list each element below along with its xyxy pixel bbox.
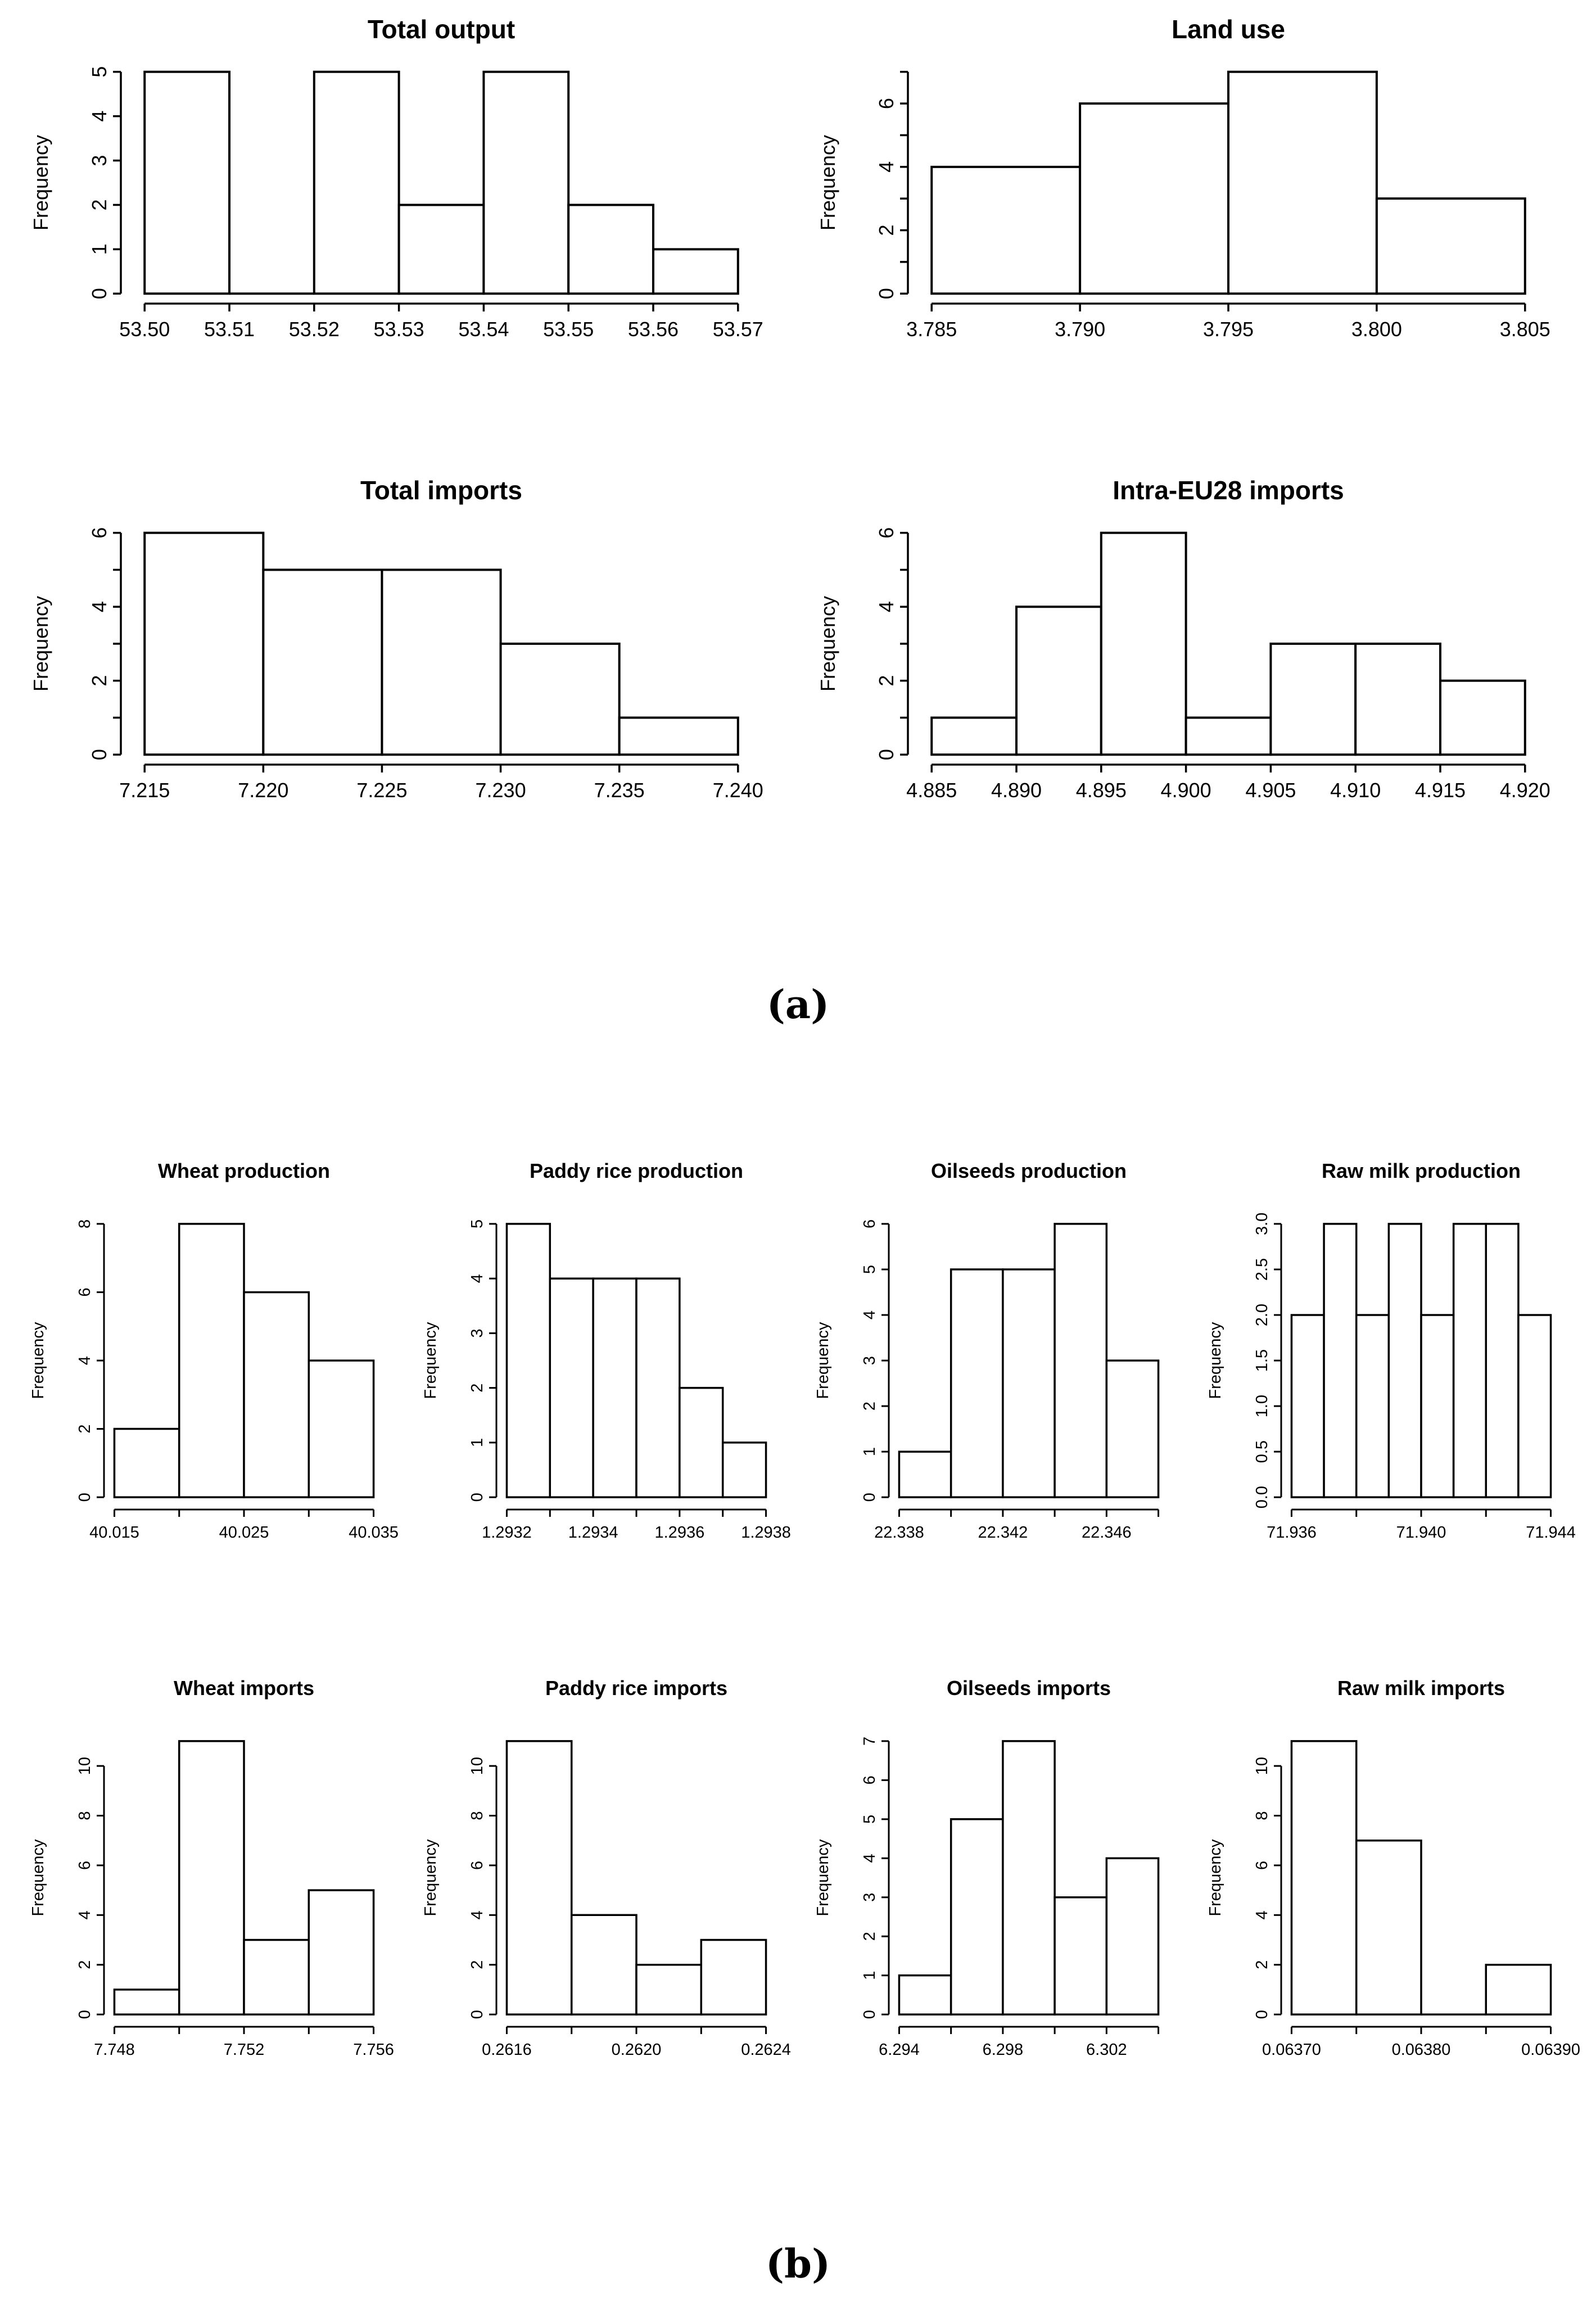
x-axis [906,765,1550,802]
x-tick-label: 22.338 [874,1524,924,1542]
y-tick-label: 6 [76,1860,94,1870]
x-tick-label: 71.944 [1526,1524,1576,1542]
x-axis [482,1510,791,1542]
x-tick-label: 3.795 [1202,318,1254,341]
hist-bar [1357,1841,1421,2014]
y-tick-label: 0 [88,288,111,300]
x-tick-label: 53.54 [458,318,509,341]
hist-bar [1016,607,1101,754]
y-tick-label: 10 [468,1756,486,1775]
hist-bar [899,1452,951,1497]
hist-bar [309,1361,373,1497]
y-tick-label: 0 [468,1493,486,1502]
y-tick-label: 10 [1253,1756,1271,1775]
x-axis [1267,1510,1576,1542]
y-tick-label: 4 [861,1854,879,1863]
x-tick-label: 6.298 [982,2041,1024,2059]
y-axis-label: Frequency [814,1839,832,1917]
x-tick-label: 3.785 [906,318,957,341]
x-tick-label: 53.56 [627,318,679,341]
hist-bar [568,205,653,293]
y-tick-label: 3 [861,1892,879,1902]
x-tick-label: 53.55 [543,318,594,341]
hist-bar [501,644,620,754]
histogram-total-output [20,8,790,379]
hist-bar [1389,1224,1421,1497]
hist-bar [114,1429,179,1498]
x-tick-label: 53.51 [204,318,255,341]
y-tick-label: 6 [88,527,111,539]
y-tick-label: 7 [861,1736,879,1746]
y-axis [88,66,121,300]
hist-bar [114,1990,179,2014]
x-tick-label: 1.2936 [654,1524,705,1542]
x-tick-label: 1.2934 [568,1524,618,1542]
histogram-svg-wheat-production [20,1116,408,1599]
y-axis-label: Frequency [29,595,52,692]
y-tick-label: 6 [1253,1860,1271,1870]
y-tick-label: 2.5 [1253,1258,1271,1281]
x-tick-label: 3.790 [1055,318,1106,341]
y-tick-label: 3 [468,1329,486,1338]
bars [507,1741,766,2014]
chart-title: Raw milk imports [1337,1677,1505,1700]
hist-bar [179,1224,244,1497]
hist-bar [680,1388,723,1497]
y-tick-label: 4 [468,1910,486,1920]
y-tick-label: 2 [76,1424,94,1434]
x-axis [906,304,1550,341]
x-tick-label: 53.57 [712,318,763,341]
y-tick-label: 6 [861,1775,879,1785]
hist-bar [1186,717,1271,754]
y-axis-label: Frequency [29,1322,47,1399]
y-axis-label: Frequency [422,1322,440,1399]
bars [114,1224,373,1497]
histogram-svg-oilseeds-imports [804,1633,1192,2117]
y-tick-label: 2 [861,1401,879,1411]
y-tick-label: 2 [861,1932,879,1941]
hist-bar [1106,1858,1158,2014]
x-axis [119,765,763,802]
hist-bar [636,1278,680,1497]
hist-bar [244,1940,309,2015]
y-tick-label: 5 [861,1814,879,1824]
x-tick-label: 7.756 [353,2041,394,2059]
bars [932,72,1525,293]
hist-bar [1355,644,1440,754]
hist-bar [1486,1224,1518,1497]
x-tick-label: 7.752 [223,2041,265,2059]
y-tick-label: 3 [88,155,111,166]
hist-bar [1101,533,1186,754]
y-tick-label: 0 [76,2010,94,2019]
x-tick-label: 4.885 [906,779,957,802]
hist-bar [399,205,484,293]
y-tick-label: 8 [468,1811,486,1820]
x-tick-label: 4.920 [1499,779,1550,802]
hist-bar [620,717,738,754]
bars [899,1741,1158,2014]
histogram-svg-paddy-rice-imports [412,1633,800,2117]
x-tick-label: 7.215 [119,779,170,802]
chart-title: Raw milk production [1321,1159,1521,1182]
histogram-svg-wheat-imports [20,1633,408,2117]
y-axis-label: Frequency [816,134,839,231]
chart-title: Total imports [360,476,522,505]
y-tick-label: 10 [76,1756,94,1775]
y-tick-label: 2 [88,199,111,211]
histogram-svg-raw-milk-imports [1197,1633,1585,2117]
y-tick-label: 6 [76,1287,94,1297]
x-axis [119,304,763,341]
y-tick-label: 2 [468,1960,486,1969]
bars [144,533,738,754]
y-tick-label: 6 [468,1860,486,1870]
y-tick-label: 2 [88,675,111,686]
histogram-svg-oilseeds-production [804,1116,1192,1599]
hist-bar [701,1940,766,2015]
x-tick-label: 71.936 [1267,1524,1317,1542]
y-tick-label: 4 [1253,1910,1271,1920]
y-tick-label: 4 [468,1274,486,1284]
hist-bar [1228,72,1377,293]
y-tick-label: 6 [875,527,898,539]
hist-bar [1003,1741,1055,2014]
x-tick-label: 4.905 [1245,779,1296,802]
x-tick-label: 0.06370 [1262,2041,1321,2059]
hist-bar [636,1965,701,2014]
hist-bar [309,1890,373,2014]
x-tick-label: 4.900 [1160,779,1211,802]
y-tick-label: 0 [1253,2010,1271,2019]
hist-bar [144,533,263,754]
y-tick-label: 2 [875,224,898,236]
y-axis [861,1219,889,1502]
x-tick-label: 7.240 [712,779,763,802]
y-tick-label: 2 [468,1383,486,1393]
x-tick-label: 7.230 [475,779,526,802]
chart-title: Paddy rice production [529,1159,744,1182]
x-axis [94,2027,394,2059]
y-axis-label: Frequency [29,134,52,231]
hist-bar [144,72,229,293]
y-axis [76,1219,104,1502]
y-axis [76,1757,104,2019]
hist-bar [1003,1269,1055,1497]
x-tick-label: 6.302 [1086,2041,1127,2059]
histogram-svg-paddy-rice-production [412,1116,800,1599]
hist-bar [1055,1224,1106,1497]
histogram-svg-raw-milk-production [1197,1116,1585,1599]
y-tick-label: 0.5 [1253,1440,1271,1463]
x-tick-label: 4.910 [1330,779,1381,802]
hist-bar [593,1278,636,1497]
hist-bar [951,1269,1003,1497]
x-tick-label: 4.915 [1414,779,1466,802]
histogram-paddy-rice-production [412,1116,800,1599]
y-tick-label: 2.0 [1253,1303,1271,1327]
hist-bar [951,1819,1003,2014]
hist-bar [1055,1897,1106,2014]
y-axis-label: Frequency [816,595,839,692]
x-tick-label: 22.346 [1081,1524,1132,1542]
x-tick-label: 0.2616 [482,2041,532,2059]
x-tick-label: 53.52 [288,318,340,341]
y-axis [88,527,121,761]
x-axis [1262,2027,1580,2059]
hist-bar [932,167,1080,293]
y-tick-label: 1.5 [1253,1349,1271,1372]
y-tick-label: 1 [861,1971,879,1980]
hist-bar [1486,1965,1550,2014]
y-axis [468,1219,496,1502]
y-tick-label: 6 [875,98,898,110]
hist-bar [1106,1361,1158,1497]
bars [114,1741,373,2014]
x-tick-label: 7.225 [356,779,408,802]
hist-bar [1271,644,1355,754]
y-tick-label: 1 [468,1438,486,1447]
y-tick-label: 8 [76,1811,94,1820]
y-tick-label: 2 [875,675,898,686]
y-tick-label: 4 [76,1355,94,1366]
hist-bar [932,717,1016,754]
chart-title: Oilseeds imports [946,1677,1111,1700]
chart-title: Wheat imports [173,1677,315,1700]
hist-bar [899,1976,951,2014]
hist-bar [1440,681,1525,754]
histogram-raw-milk-production [1197,1116,1585,1599]
y-tick-label: 3 [861,1355,879,1366]
x-tick-label: 0.06380 [1391,2041,1451,2059]
histogram-wheat-imports [20,1633,408,2117]
y-axis [875,72,908,300]
x-tick-label: 3.805 [1499,318,1550,341]
chart-title: Land use [1172,15,1285,44]
y-tick-label: 1.0 [1253,1394,1271,1418]
y-axis [1253,1213,1281,1509]
y-tick-label: 5 [861,1264,879,1274]
y-tick-label: 1 [88,243,111,255]
y-axis-label: Frequency [29,1839,47,1917]
histogram-svg-total-imports [20,469,790,841]
y-axis-label: Frequency [814,1322,832,1399]
x-tick-label: 7.748 [94,2041,135,2059]
x-tick-label: 53.53 [373,318,424,341]
y-tick-label: 4 [76,1910,94,1920]
x-tick-label: 53.50 [119,318,170,341]
histogram-raw-milk-imports [1197,1633,1585,2117]
x-tick-label: 7.235 [594,779,645,802]
hist-bar [723,1443,766,1497]
hist-bar [244,1292,309,1497]
y-tick-label: 0 [861,2010,879,2019]
chart-title: Intra-EU28 imports [1113,476,1344,505]
y-tick-label: 0 [88,749,111,761]
hist-bar [1357,1315,1389,1497]
x-tick-label: 0.2620 [611,2041,662,2059]
x-tick-label: 40.025 [219,1524,269,1542]
bars [1291,1741,1550,2014]
x-tick-label: 4.895 [1075,779,1127,802]
y-tick-label: 0.0 [1253,1485,1271,1509]
y-tick-label: 5 [468,1219,486,1228]
hist-bar [1080,103,1228,293]
x-axis [89,1510,399,1542]
histogram-oilseeds-production [804,1116,1192,1599]
hist-bar [1291,1741,1356,2014]
y-tick-label: 4 [861,1310,879,1320]
y-tick-label: 0 [468,2010,486,2019]
x-axis [874,1510,1158,1542]
x-tick-label: 7.220 [238,779,289,802]
hist-bar [572,1915,636,2014]
chart-title: Total output [367,15,516,44]
hist-bar [382,570,500,755]
x-tick-label: 0.06390 [1521,2041,1580,2059]
hist-bar [550,1278,593,1497]
y-tick-label: 0 [875,288,898,300]
y-axis-label: Frequency [1206,1322,1224,1399]
y-tick-label: 8 [76,1219,94,1228]
panel-b-label: (b) [765,2240,831,2287]
y-axis [468,1757,496,2019]
y-tick-label: 4 [875,161,898,173]
hist-bar [507,1741,571,2014]
x-tick-label: 6.294 [879,2041,920,2059]
y-tick-label: 3.0 [1253,1212,1271,1236]
y-axis [1253,1757,1281,2019]
y-tick-label: 0 [861,1493,879,1502]
y-axis-label: Frequency [1206,1839,1224,1917]
bars [144,72,738,293]
histogram-paddy-rice-imports [412,1633,800,2117]
x-tick-label: 3.800 [1351,318,1402,341]
y-tick-label: 0 [875,749,898,761]
histogram-wheat-production [20,1116,408,1599]
panel-a-label: (a) [766,981,830,1028]
x-axis [482,2027,791,2059]
bars [1291,1224,1550,1497]
x-axis [879,2027,1158,2059]
chart-title: Oilseeds production [930,1159,1127,1182]
hist-bar [314,72,399,293]
hist-bar [1421,1315,1454,1497]
x-tick-label: 0.2624 [741,2041,791,2059]
hist-bar [263,570,382,755]
histogram-oilseeds-imports [804,1633,1192,2117]
y-tick-label: 4 [88,601,111,613]
hist-bar [1291,1315,1324,1497]
x-tick-label: 40.015 [89,1524,139,1542]
y-tick-label: 0 [76,1493,94,1502]
hist-bar [507,1224,550,1497]
chart-title: Paddy rice imports [545,1677,728,1700]
x-tick-label: 1.2938 [741,1524,791,1542]
hist-bar [483,72,568,293]
x-tick-label: 4.890 [991,779,1042,802]
histogram-intra-eu28-imports [807,469,1577,841]
hist-bar [1324,1224,1357,1497]
y-tick-label: 8 [1253,1811,1271,1820]
hist-bar [1518,1315,1551,1497]
hist-bar [1377,198,1525,293]
y-axis-label: Frequency [422,1839,440,1917]
x-tick-label: 40.035 [349,1524,399,1542]
x-tick-label: 1.2932 [482,1524,532,1542]
histogram-svg-total-output [20,8,790,379]
histogram-total-imports [20,469,790,841]
hist-bar [1454,1224,1486,1497]
x-tick-label: 22.342 [978,1524,1028,1542]
y-tick-label: 5 [88,66,111,78]
y-axis [875,527,908,761]
histogram-svg-intra-eu28-imports [807,469,1577,841]
y-tick-label: 6 [861,1219,879,1228]
y-tick-label: 4 [88,110,111,122]
histogram-svg-land-use [807,8,1577,379]
chart-title: Wheat production [158,1159,330,1182]
y-tick-label: 1 [861,1447,879,1457]
bars [932,533,1525,754]
x-tick-label: 71.940 [1396,1524,1446,1542]
hist-bar [179,1741,244,2014]
y-axis [861,1737,889,2019]
bars [507,1224,766,1497]
y-tick-label: 2 [76,1960,94,1969]
histogram-land-use [807,8,1577,379]
y-tick-label: 2 [1253,1960,1271,1969]
hist-bar [653,249,738,293]
y-tick-label: 4 [875,601,898,613]
bars [899,1224,1158,1497]
